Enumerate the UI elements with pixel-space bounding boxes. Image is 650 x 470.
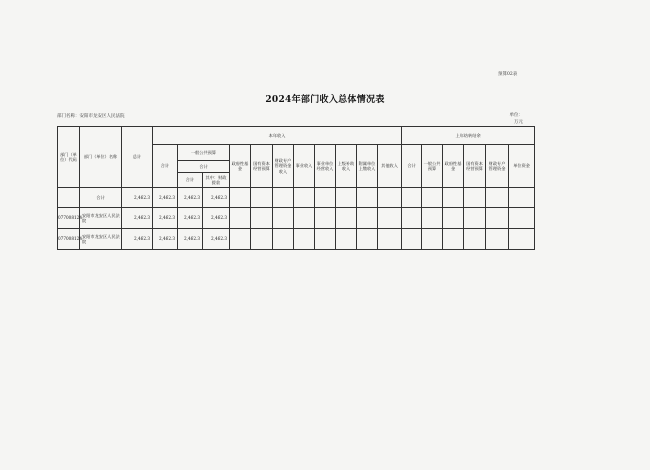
unit-label-value: 万元 (514, 120, 523, 125)
header-co-gov-fund: 政府性基金 (443, 145, 464, 188)
row-gb-fiscal: 2,462.3 (203, 208, 230, 229)
header-state-capital: 国有资本经营预算 (251, 145, 273, 188)
header-co-special: 财政专户管理资金 (486, 145, 509, 188)
row-total: 2,462.3 (122, 188, 153, 208)
header-co-unit: 单位资金 (509, 145, 535, 188)
row-subtotal: 2,462.3 (153, 188, 178, 208)
header-dept-name: 部门（单位）名称 (80, 127, 122, 188)
unit-label-key: 单位： (509, 113, 523, 118)
header-gb-subtotal: 合计 (178, 161, 230, 173)
header-special-mgmt: 财政专户管理资金收入 (273, 145, 294, 188)
header-co-general: 一般公共预算 (422, 145, 443, 188)
row-total: 2,462.3 (122, 208, 153, 229)
row-name: 合计 (80, 188, 122, 208)
row-gb-heji: 2,462.3 (178, 188, 203, 208)
header-business-income: 事业收入 (294, 145, 315, 188)
header-co-state-capital: 国有资本经营预算 (464, 145, 486, 188)
table-row (58, 188, 535, 208)
row-name: 安阳市龙安区人民法院 (80, 208, 122, 229)
row-gb-fiscal: 2,462.3 (203, 229, 230, 250)
department-label: 部门名称：安阳市龙安区人民法院 (57, 114, 125, 119)
row-subtotal: 2,462.3 (153, 229, 178, 250)
income-table (57, 126, 535, 250)
row-gb-fiscal: 2,462.3 (203, 188, 230, 208)
row-name: 安阳市龙安区人民法院 (80, 229, 122, 250)
row-code: 077008124 (58, 229, 80, 250)
header-general-budget: 一般公共预算 (178, 145, 230, 161)
header-subtotal: 合计 (153, 145, 178, 188)
row-code (58, 188, 80, 208)
header-gb-of-which: 其中：财政拨款 (203, 173, 230, 188)
header-operating-income: 事业单位经营收入 (315, 145, 336, 188)
page-title: 2024年部门收入总体情况表 (265, 95, 385, 105)
row-code: 077008124 (58, 208, 80, 229)
header-subsidy: 上级补助收入 (336, 145, 357, 188)
header-co-subtotal: 合计 (402, 145, 422, 188)
header-total: 总计 (122, 127, 153, 188)
table-number: 预算02表 (498, 72, 518, 77)
header-carryover: 上年结转结余 (402, 127, 535, 145)
header-dept-code: 部门（单位）代码 (58, 127, 80, 188)
row-total: 2,462.3 (122, 229, 153, 250)
header-affiliated: 附属单位上缴收入 (357, 145, 378, 188)
header-gov-fund: 政府性基金 (230, 145, 251, 188)
header-other: 其他收入 (378, 145, 402, 188)
header-current-year: 本年收入 (153, 127, 402, 145)
table-row (58, 208, 535, 229)
header-gb-heji: 合计 (178, 173, 203, 188)
row-gb-heji: 2,462.3 (178, 208, 203, 229)
row-gb-heji: 2,462.3 (178, 229, 203, 250)
unit-label (499, 112, 523, 126)
table-row (58, 229, 535, 250)
row-subtotal: 2,462.3 (153, 208, 178, 229)
